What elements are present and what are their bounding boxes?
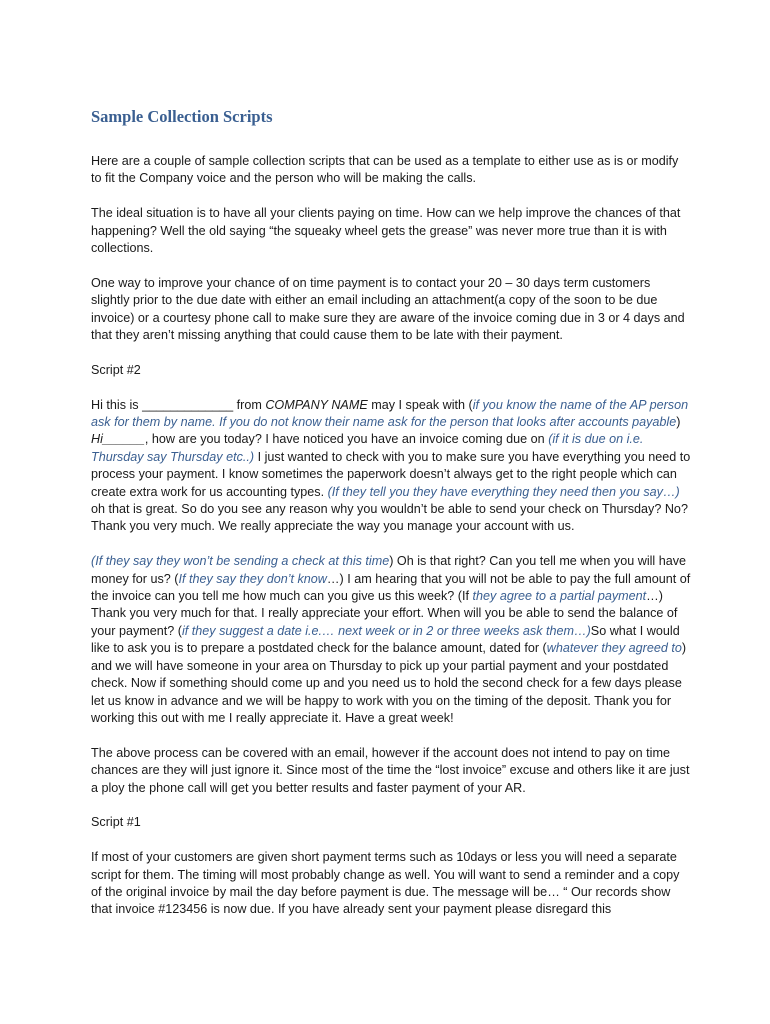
script-text: I just wanted to check with you to make sure you have everything you need to process your payment. I know sometimes the paperwork doesn’t always get to the right people which can create extra work for us accounting types. bbox=[91, 449, 691, 499]
script-text: ) bbox=[676, 415, 681, 430]
script-2-followup-paragraph bbox=[91, 553, 691, 727]
script-2-opening-paragraph bbox=[91, 397, 691, 536]
script-text: may I speak with ( bbox=[367, 397, 473, 412]
document-body bbox=[91, 107, 691, 936]
script-text: ) and we will have someone in your area on Thursday to pick up your partial payment and your postdated check. Now if something should come up and you need us to hold the second check for a few days please let us know in advance and we will be happy to work with you on the timing of the deposit. Thank you for working this out with me I really appreciate it. Have a great week! bbox=[91, 641, 687, 725]
script-text: …) I am hearing that you will not be able to pay the full amount of the invoice can you tell me how much can you give us this week? (If bbox=[91, 571, 691, 604]
speaker-note: (If they tell you they have everything they need then you say…) bbox=[327, 484, 680, 499]
speaker-note: If they say they don’t know bbox=[178, 571, 327, 586]
script-text: So what I would like to ask you is to prepare a postdated check for the balance amount, dated for ( bbox=[91, 623, 680, 656]
greeting-placeholder: Hi______ bbox=[91, 432, 145, 447]
script-text: Hi this is _____________ from bbox=[91, 397, 266, 412]
ideal-situation-paragraph: The ideal situation is to have all your clients paying on time. How can we help improve the chances of that happening? Well the old saying “the squeaky wheel gets the grease” was never more true than it is with collections. bbox=[91, 206, 681, 256]
speaker-note: whatever they agreed to bbox=[546, 641, 682, 656]
speaker-note: if they suggest a date i.e.… next week or in 2 or three weeks ask them…) bbox=[182, 623, 591, 638]
page-title: Sample Collection Scripts bbox=[91, 107, 273, 126]
script-1-paragraph: If most of your customers are given short payment terms such as 10days or less you will need a separate script for them. The timing will most probably change as well. You will want to send a reminder and a copy of the original invoice by mail the day before payment is due. The message will be… “ Our records show that invoice #123456 is now due. If you have already sent your payment please disregard this bbox=[91, 850, 680, 917]
script-text: , how are you today? I have noticed you have an invoice coming due on bbox=[144, 432, 549, 447]
speaker-note: (if it is due on i.e. Thursday say Thursday etc..) bbox=[91, 432, 644, 464]
script-text: ) Oh is that right? Can you tell me when you will have money for us? ( bbox=[91, 554, 687, 586]
script-text: oh that is great. So do you see any reason why you wouldn’t be able to send your check on Thursday? No? Thank you very much. We really appreciate the way you manage your account with us. bbox=[91, 502, 688, 534]
script-1-heading: Script #1 bbox=[91, 815, 141, 830]
intro-paragraph: Here are a couple of sample collection scripts that can be used as a template to either use as is or modify to fit the Company voice and the person who will be making the calls. bbox=[91, 154, 679, 186]
one-way-paragraph: One way to improve your chance of on time payment is to contact your 20 – 30 days term customers slightly prior to the due date with either an email including an attachment(a copy of the soon to be due invoice) or a courtesy phone call to make sure they are aware of the invoice coming due in 3 or 4 days and that they aren’t missing anything that could cause them to be late with their payment. bbox=[91, 275, 685, 343]
speaker-note: if you know the name of the AP person ask for them by name. If you do not know their name ask for the person that looks after accounts payable bbox=[91, 397, 689, 430]
above-process-paragraph: The above process can be covered with an email, however if the account does not intend to pay on time chances are they will just ignore it. Since most of the time the “lost invoice” excuse and others like it are just a ploy the phone call will get you better results and faster payment of your AR. bbox=[91, 745, 690, 795]
speaker-note: (If they say they won’t be sending a check at this time bbox=[91, 554, 390, 569]
speaker-note: they agree to a partial payment bbox=[472, 589, 647, 604]
company-name-placeholder: COMPANY NAME bbox=[265, 397, 368, 412]
script-2-heading: Script #2 bbox=[91, 362, 141, 377]
script-text: …) Thank you very much for that. I really appreciate your effort. When will you be able to send the balance of your payment? ( bbox=[91, 589, 678, 638]
